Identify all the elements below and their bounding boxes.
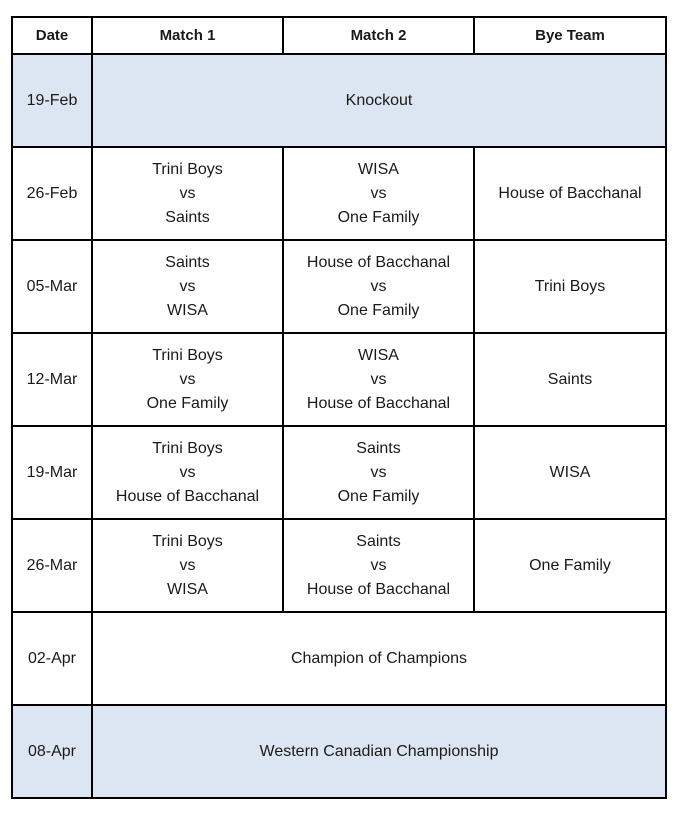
home-team: Saints xyxy=(356,532,401,550)
match-2-cell xyxy=(283,147,474,240)
header-row xyxy=(12,17,666,54)
table-row xyxy=(12,612,666,705)
table-row xyxy=(12,519,666,612)
table-row xyxy=(12,147,666,240)
home-team: Trini Boys xyxy=(152,346,223,364)
match-1-cell xyxy=(92,147,283,240)
match-1-cell xyxy=(92,426,283,519)
match-2-cell xyxy=(283,240,474,333)
match-1-cell xyxy=(92,240,283,333)
bye-team-cell: WISA xyxy=(474,426,666,519)
header-bye-team: Bye Team xyxy=(474,17,666,54)
bye-team-cell: One Family xyxy=(474,519,666,612)
date-cell: 19-Feb xyxy=(12,54,92,147)
vs-label: vs xyxy=(370,556,387,574)
away-team: One Family xyxy=(337,301,420,319)
bye-team-cell: Trini Boys xyxy=(474,240,666,333)
date-cell: 08-Apr xyxy=(12,705,92,798)
home-team: Saints xyxy=(165,253,210,271)
home-team: Trini Boys xyxy=(152,532,223,550)
vs-label: vs xyxy=(179,277,196,295)
date-cell: 12-Mar xyxy=(12,333,92,426)
match-2-cell xyxy=(283,333,474,426)
table-row xyxy=(12,426,666,519)
table-row xyxy=(12,54,666,147)
home-team: Trini Boys xyxy=(152,160,223,178)
bye-team-cell: Saints xyxy=(474,333,666,426)
away-team: House of Bacchanal xyxy=(306,394,451,412)
vs-label: vs xyxy=(370,370,387,388)
schedule-table xyxy=(11,16,667,799)
date-cell: 05-Mar xyxy=(12,240,92,333)
home-team: Trini Boys xyxy=(152,439,223,457)
away-team: WISA xyxy=(167,301,208,319)
event-cell: Champion of Champions xyxy=(92,612,666,705)
away-team: House of Bacchanal xyxy=(306,580,451,598)
away-team: WISA xyxy=(167,580,208,598)
date-cell: 02-Apr xyxy=(12,612,92,705)
match-2-cell xyxy=(283,426,474,519)
date-cell: 19-Mar xyxy=(12,426,92,519)
vs-label: vs xyxy=(179,370,196,388)
event-cell: Knockout xyxy=(92,54,666,147)
away-team: One Family xyxy=(146,394,229,412)
header-date: Date xyxy=(12,17,92,54)
vs-label: vs xyxy=(179,184,196,202)
match-1-cell xyxy=(92,519,283,612)
date-cell: 26-Mar xyxy=(12,519,92,612)
vs-label: vs xyxy=(370,277,387,295)
away-team: Saints xyxy=(165,208,210,226)
bye-team-cell: House of Bacchanal xyxy=(474,147,666,240)
home-team: WISA xyxy=(358,160,399,178)
home-team: Saints xyxy=(356,439,401,457)
vs-label: vs xyxy=(179,556,196,574)
event-cell: Western Canadian Championship xyxy=(92,705,666,798)
header-match-2: Match 2 xyxy=(283,17,474,54)
header-match-1: Match 1 xyxy=(92,17,283,54)
home-team: House of Bacchanal xyxy=(306,253,451,271)
table-row xyxy=(12,705,666,798)
vs-label: vs xyxy=(370,184,387,202)
match-2-cell xyxy=(283,519,474,612)
table-row xyxy=(12,240,666,333)
away-team: House of Bacchanal xyxy=(115,487,260,505)
vs-label: vs xyxy=(370,463,387,481)
home-team: WISA xyxy=(358,346,399,364)
vs-label: vs xyxy=(179,463,196,481)
away-team: One Family xyxy=(337,487,420,505)
away-team: One Family xyxy=(337,208,420,226)
table-row xyxy=(12,333,666,426)
match-1-cell xyxy=(92,333,283,426)
date-cell: 26-Feb xyxy=(12,147,92,240)
